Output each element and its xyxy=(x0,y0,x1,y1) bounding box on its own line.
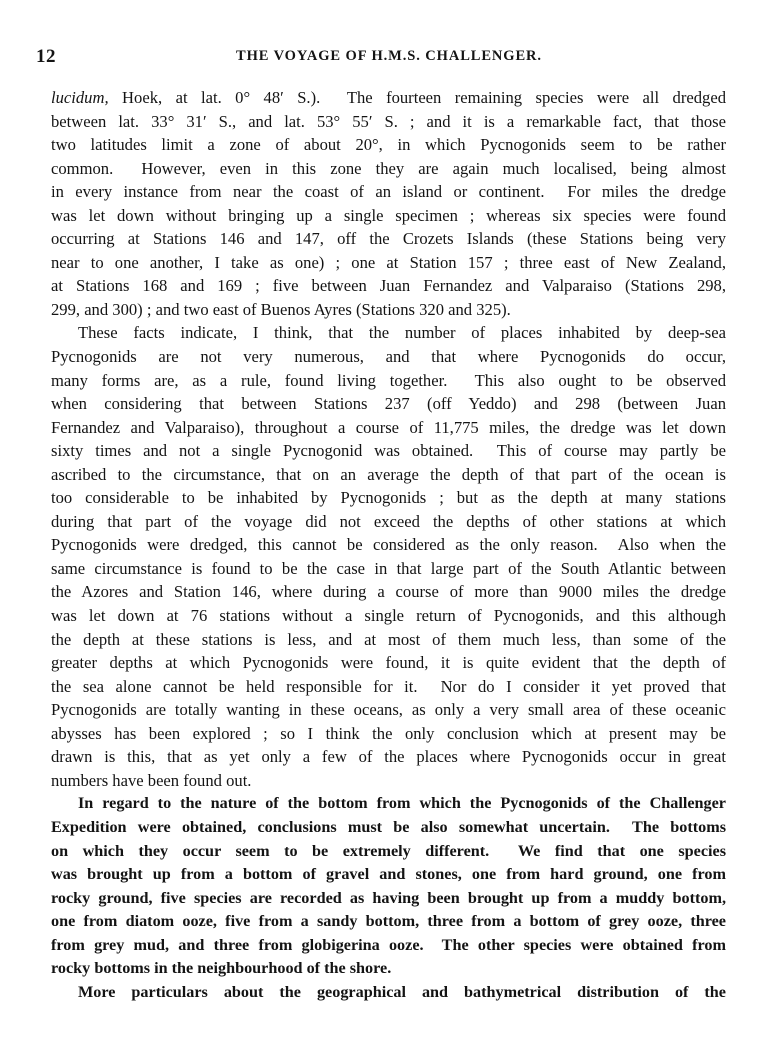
text-line xyxy=(51,675,726,699)
text-line xyxy=(51,698,726,722)
text-line xyxy=(51,227,726,251)
line-text: 299, and 300) ; and two east of Buenos Ayres (Stations 320 and 325). xyxy=(51,299,511,319)
text-line xyxy=(51,722,726,746)
paragraph xyxy=(51,321,726,792)
text-line xyxy=(51,345,726,369)
text-line xyxy=(51,416,726,440)
line-text: greater depths at which Pycnogonids were found, it is quite evident that the depth of xyxy=(51,653,726,673)
text-line xyxy=(51,251,726,275)
text-line xyxy=(51,298,726,322)
line-text: Pycnogonids are totally wanting in these oceans, as only a very small area of these oceanic xyxy=(51,700,726,720)
running-title: THE VOYAGE OF H.M.S. CHALLENGER. xyxy=(236,48,542,64)
text-line xyxy=(51,816,726,840)
line-text: Pycnogonids are not very numerous, and that where Pycnogonids do occur, xyxy=(51,347,726,367)
text-line xyxy=(51,745,726,769)
line-text: numbers have been found out. xyxy=(51,770,252,790)
line-text: during that part of the voyage did not exceed the depths of other stations at which xyxy=(51,511,726,531)
body-text xyxy=(51,86,726,1004)
line-text: was brought up from a bottom of gravel and stones, one from hard ground, one from xyxy=(51,865,726,884)
line-text: between lat. 33° 31′ S., and lat. 53° 55′ S. ; and it is a remarkable fact, that those xyxy=(51,111,726,131)
line-text: was let down at 76 stations without a single return of Pycnogonids, and this although xyxy=(51,606,726,626)
text-line xyxy=(51,887,726,911)
text-line xyxy=(51,957,726,981)
text-line xyxy=(51,110,726,134)
line-text: These facts indicate, I think, that the number of places inhabited by deep-sea xyxy=(78,323,726,343)
text-line xyxy=(51,463,726,487)
line-text: the sea alone cannot be held responsible for it. Nor do I consider it yet proved that xyxy=(51,676,726,696)
line-text: on which they occur seem to be extremely different. We find that one species xyxy=(51,841,726,860)
line-text: rocky bottoms in the neighbourhood of the shore. xyxy=(51,959,392,978)
text-line xyxy=(51,86,726,110)
line-text: one from diatom ooze, five from a sandy bottom, three from a bottom of grey ooze, three xyxy=(51,912,726,931)
text-line xyxy=(51,934,726,958)
text-line xyxy=(51,604,726,628)
line-text: was let down without bringing up a single specimen ; whereas six species were found xyxy=(51,205,726,225)
line-text: at Stations 168 and 169 ; five between Juan Fernandez and Valparaiso (Stations 298, xyxy=(51,276,726,296)
text-line xyxy=(51,439,726,463)
text-line xyxy=(51,910,726,934)
text-line xyxy=(51,533,726,557)
paragraph xyxy=(51,792,726,980)
italic-species-name: lucidum, xyxy=(51,88,109,107)
page-number: 12 xyxy=(36,46,56,67)
text-line xyxy=(51,274,726,298)
line-text: Fernandez and Valparaiso), throughout a course of 11,775 miles, the dredge was let down xyxy=(51,417,726,437)
line-text: More particulars about the geographical and bathymetrical distribution of the xyxy=(78,982,726,1001)
text-line xyxy=(51,840,726,864)
line-text: in every instance from near the coast of an island or continent. For miles the dredge xyxy=(51,182,726,202)
line-text: occurring at Stations 146 and 147, off the Crozets Islands (these Stations being very xyxy=(51,229,726,249)
line-text: drawn is this, that as yet only a few of the places where Pycnogonids occur in great xyxy=(51,747,726,767)
text-line xyxy=(51,981,726,1005)
text-line xyxy=(51,510,726,534)
paragraph xyxy=(51,981,726,1005)
line-text: Hoek, at lat. 0° 48′ S.). The fourteen remaining species were all dredged xyxy=(108,88,726,107)
text-line xyxy=(51,863,726,887)
text-line xyxy=(51,769,726,793)
text-line xyxy=(51,392,726,416)
line-text: the depth at these stations is less, and at most of them much less, than some of the xyxy=(51,629,726,649)
line-text: many forms are, as a rule, found living together. This also ought to be observed xyxy=(51,370,726,390)
text-line xyxy=(51,557,726,581)
line-text: when considering that between Stations 237 (off Yeddo) and 298 (between Juan xyxy=(51,394,726,414)
line-text: abysses has been explored ; so I think the only conclusion which at present may be xyxy=(51,723,726,743)
text-line xyxy=(51,651,726,675)
line-text: the Azores and Station 146, where during a course of more than 9000 miles the dredge xyxy=(51,582,726,602)
line-text: two latitudes limit a zone of about 20°, in which Pycnogonids seem to be rather xyxy=(51,135,726,155)
text-line xyxy=(51,157,726,181)
text-line xyxy=(51,486,726,510)
text-line xyxy=(51,321,726,345)
text-line xyxy=(51,180,726,204)
text-line xyxy=(51,204,726,228)
text-line xyxy=(51,133,726,157)
line-text: In regard to the nature of the bottom from which the Pycnogonids of the Challenger xyxy=(78,794,726,813)
text-line xyxy=(51,369,726,393)
line-text: too considerable to be inhabited by Pycnogonids ; but as the depth at many stations xyxy=(51,488,726,508)
line-text: sixty times and not a single Pycnogonid was obtained. This of course may partly be xyxy=(51,441,726,461)
line-text: Pycnogonids were dredged, this cannot be considered as the only reason. Also when the xyxy=(51,535,726,555)
running-head xyxy=(36,46,736,66)
text-line xyxy=(51,580,726,604)
line-text: same circumstance is found to be the case in that large part of the South Atlantic between xyxy=(51,558,726,578)
line-text: rocky ground, five species are recorded as having been brought up from a muddy bottom, xyxy=(51,888,726,907)
line-text: from grey mud, and three from globigerina ooze. The other species were obtained from xyxy=(51,935,726,954)
line-text: Expedition were obtained, conclusions must be also somewhat uncertain. The bottoms xyxy=(51,817,726,836)
line-text: near to one another, I take as one) ; one at Station 157 ; three east of New Zealand, xyxy=(51,252,726,272)
line-text: common. However, even in this zone they are again much localised, being almost xyxy=(51,158,726,178)
text-line xyxy=(51,792,726,816)
text-line xyxy=(51,628,726,652)
line-text: ascribed to the circumstance, that on an average the depth of that part of the ocean is xyxy=(51,464,726,484)
paragraph xyxy=(51,86,726,321)
